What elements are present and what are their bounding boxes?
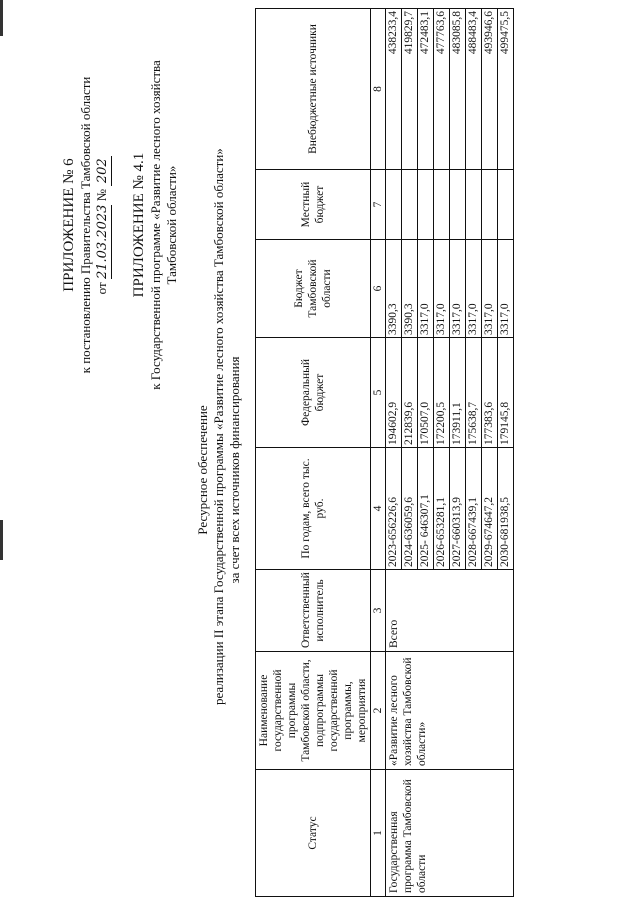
column-number: 7 xyxy=(371,170,386,240)
years-cell: 2026-653281,1 xyxy=(434,448,450,570)
regional-cell: 3390,3 xyxy=(402,240,418,338)
table-row xyxy=(386,9,402,897)
years-cell: 2029-674647,2 xyxy=(482,448,498,570)
column-number: 4 xyxy=(371,448,386,570)
number-signature: 202 xyxy=(94,156,112,186)
header-row xyxy=(256,9,371,897)
number-prefix: № xyxy=(94,188,109,202)
title-line-2: реализации II этапа Государственной программы «Развитие лесного хозяйства Тамбовской области» xyxy=(211,148,226,705)
federal-cell: 179145,8 xyxy=(498,338,514,448)
header-executor: Ответственный исполнитель xyxy=(256,570,371,652)
regional-cell: 3317,0 xyxy=(482,240,498,338)
local-cell xyxy=(434,170,450,240)
date-prefix: от xyxy=(94,282,109,295)
column-number: 1 xyxy=(371,770,386,897)
header-federal: Федеральный бюджет xyxy=(256,338,371,448)
federal-cell: 170507,0 xyxy=(418,338,434,448)
column-number: 8 xyxy=(371,9,386,170)
regional-cell: 3317,0 xyxy=(498,240,514,338)
regional-cell: 3317,0 xyxy=(450,240,466,338)
executor-cell: Всего xyxy=(386,570,514,652)
years-cell: 2025- 646307,1 xyxy=(418,448,434,570)
local-cell xyxy=(498,170,514,240)
resource-table xyxy=(255,8,514,897)
years-cell: 2024-636059,6 xyxy=(402,448,418,570)
local-cell xyxy=(418,170,434,240)
status-cell: Государственная программа Тамбовской области xyxy=(386,770,514,897)
regional-cell: 3317,0 xyxy=(466,240,482,338)
years-cell: 2023-656226,6 xyxy=(386,448,402,570)
local-cell xyxy=(386,170,402,240)
offbudget-cell: 419829,7 xyxy=(402,9,418,170)
date-signature: 21.03.2023 xyxy=(95,204,110,280)
appendix-header xyxy=(60,65,112,385)
column-number: 6 xyxy=(371,240,386,338)
federal-cell: 173911,1 xyxy=(450,338,466,448)
program-appendix-title: ПРИЛОЖЕНИЕ № 4.1 xyxy=(131,152,147,298)
title-line-1: Ресурсное обеспечение xyxy=(195,405,210,535)
header-local: Местный бюджет xyxy=(256,170,371,240)
local-cell xyxy=(450,170,466,240)
federal-cell: 175638,7 xyxy=(466,338,482,448)
offbudget-cell: 499475,5 xyxy=(498,9,514,170)
federal-cell: 194602,9 xyxy=(386,338,402,448)
years-cell: 2027-660313,9 xyxy=(450,448,466,570)
program-appendix-line2: Тамбовской области» xyxy=(164,165,179,285)
appendix-decree-line: к постановлению Правительства Тамбовской области xyxy=(78,76,93,374)
appendix-date-line xyxy=(94,65,112,385)
program-appendix-header xyxy=(130,60,180,390)
local-cell xyxy=(402,170,418,240)
local-cell xyxy=(482,170,498,240)
header-offbudget: Внебюджетные источники xyxy=(256,9,371,170)
header-status: Статус xyxy=(256,770,371,897)
offbudget-cell: 493946,6 xyxy=(482,9,498,170)
document-title xyxy=(195,148,243,705)
program-appendix-line1: к Государственной программе «Развитие лесного хозяйства xyxy=(148,60,163,390)
title-line-3: за счет всех источников финансирования xyxy=(227,356,242,584)
offbudget-cell: 483085,8 xyxy=(450,9,466,170)
federal-cell: 177383,6 xyxy=(482,338,498,448)
regional-cell: 3317,0 xyxy=(434,240,450,338)
column-number: 5 xyxy=(371,338,386,448)
offbudget-cell: 477763,6 xyxy=(434,9,450,170)
local-cell xyxy=(466,170,482,240)
years-cell: 2028-667439,1 xyxy=(466,448,482,570)
regional-cell: 3390,3 xyxy=(386,240,402,338)
appendix-title: ПРИЛОЖЕНИЕ № 6 xyxy=(61,158,77,292)
column-number: 3 xyxy=(371,570,386,652)
header-name: Наименование государственной программы Тамбовской области, подпрограммы государственной программы, мероприятия xyxy=(256,652,371,770)
federal-cell: 172200,5 xyxy=(434,338,450,448)
years-cell: 2030-681938,5 xyxy=(498,448,514,570)
header-regional: Бюджет Тамбовской области xyxy=(256,240,371,338)
column-number: 2 xyxy=(371,652,386,770)
federal-cell: 212839,6 xyxy=(402,338,418,448)
header-by-years: По годам, всего тыс. руб. xyxy=(256,448,371,570)
offbudget-cell: 488483,4 xyxy=(466,9,482,170)
column-number-row xyxy=(371,9,386,897)
offbudget-cell: 472483,1 xyxy=(418,9,434,170)
program-name-cell: «Развитие лесного хозяйства Тамбовской области» xyxy=(386,652,514,770)
offbudget-cell: 438233,4 xyxy=(386,9,402,170)
regional-cell: 3317,0 xyxy=(418,240,434,338)
